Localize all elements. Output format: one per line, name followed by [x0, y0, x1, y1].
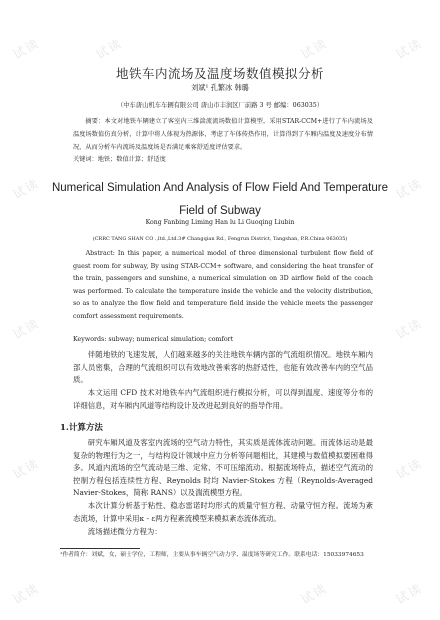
english-title [0, 177, 440, 223]
english-keywords: Keywords: subway; numerical simulation; comfort [73, 336, 234, 343]
watermark: 试读 [93, 35, 125, 62]
watermark: 试读 [10, 580, 42, 607]
footnote-divider [60, 548, 140, 549]
chinese-abstract: 摘要：本文对地铁车辆建立了客室内三维湍流流场数值计算模型，采用STAR-CCM+进行了车内流场及温度场数值仿真分析，计算中将人体视为热源体，考虑了车体传热作用，计算得到了车厢内温度及速度分布情况，从而分析车内流场及温度场是否满足乘客舒适度评估要求。 [73, 118, 373, 151]
english-title-line-2: Field of Subway [179, 205, 261, 217]
chinese-keywords: 关键词：地铁；数值计算；舒适度 [73, 156, 166, 163]
body-paragraph-1: 伴随地铁的飞速发展，人们越来越多的关注地铁车辆内部的气流组织情况。地铁车厢内部人员密集，合理的气流组织可以有效地改善乘客的热舒适性，也能有效改善车内的空气品质。 [73, 350, 373, 384]
watermark: 试读 [10, 175, 42, 202]
watermark: 试读 [393, 580, 425, 607]
english-affiliation: (CRRC TANG SHAN CO .,ltd.,Ltd.3# Changqian Rd., Fengrun District, Tangshan, P.R.China 063035) [92, 236, 348, 242]
english-abstract: Abstract: In this paper, a numerical model of three dimensional turbulent flow field of guest room for subway, By using STAR-CCM+ software, and considering the heat transfer of the train, passengers and sunshine, a numerical simulation on 3D airflow field of the coach was performed. To calculate the temperature inside the vehicle and the velocity distribution, so as to analyze the flow field and temperature field inside the vehicle meets the passenger comfort assessment requirements. [73, 250, 373, 320]
footnote: ¹作者简介：刘斌，女，硕士学位，工程师，主要从事车辆空气动力学、温度场等研究工作。联系电话：15033974653 [60, 552, 364, 558]
chinese-title: 地铁车内流场及温度场数值模拟分析 [115, 66, 324, 81]
body-paragraph-5: 流场描述微分方程为： [87, 527, 162, 536]
watermark: 试读 [10, 455, 42, 482]
section-heading: 1.计算方法 [60, 423, 103, 433]
watermark: 试读 [10, 315, 42, 342]
chinese-authors: 刘斌¹ 孔繁冰 韩璐 [191, 83, 249, 92]
watermark: 试读 [298, 35, 330, 62]
english-authors: Kong Fanbing Liming Han lu Li Guoqing Liubin [145, 219, 295, 226]
watermark: 试读 [298, 580, 330, 607]
body-paragraph-2: 本文运用 CFD 技术对地铁车内气流组织进行模拟分析，可以得到温度、速度等分布的详细信息，对车厢内风道等结构设计及改进起到良好的指导作用。 [73, 388, 373, 410]
body-paragraph-4: 本次计算分析基于粘性、稳态雷诺时均形式的质量守恒方程、动量守恒方程。流场为紊态流场，计算中采用κ - ε两方程紊流模型来模拟紊态流体流动。 [73, 501, 373, 523]
english-title-line-1: Numerical Simulation And Analysis of Flow Field And Temperature [51, 182, 388, 194]
watermark: 试读 [10, 35, 42, 62]
body-paragraph-3: 研究车厢风道及客室内流场的空气动力特性，其实质是流体流动问题。而流体运动是最复杂的物理行为之一，与结构设计领域中应力分析等问题相比，其建模与数值模拟要困难得多。风道内流场的空气流动是三维、定常、不可压缩流动。根据流场特点，描述空气流动的控制方程包括连续性方程、Reynolds 时均 Navier-Stokes 方程（Reynolds-Averaged Navier-Stokes，简称 RANS）以及湍流模型方程。 [73, 438, 373, 497]
watermark: 试读 [393, 35, 425, 62]
watermark: 试读 [393, 455, 425, 482]
watermark: 试读 [393, 315, 425, 342]
watermark: 试读 [393, 175, 425, 202]
chinese-affiliation: （中车唐山机车车辆有限公司 唐山市丰润区厂前路 3 号 邮编：063035） [116, 102, 324, 109]
